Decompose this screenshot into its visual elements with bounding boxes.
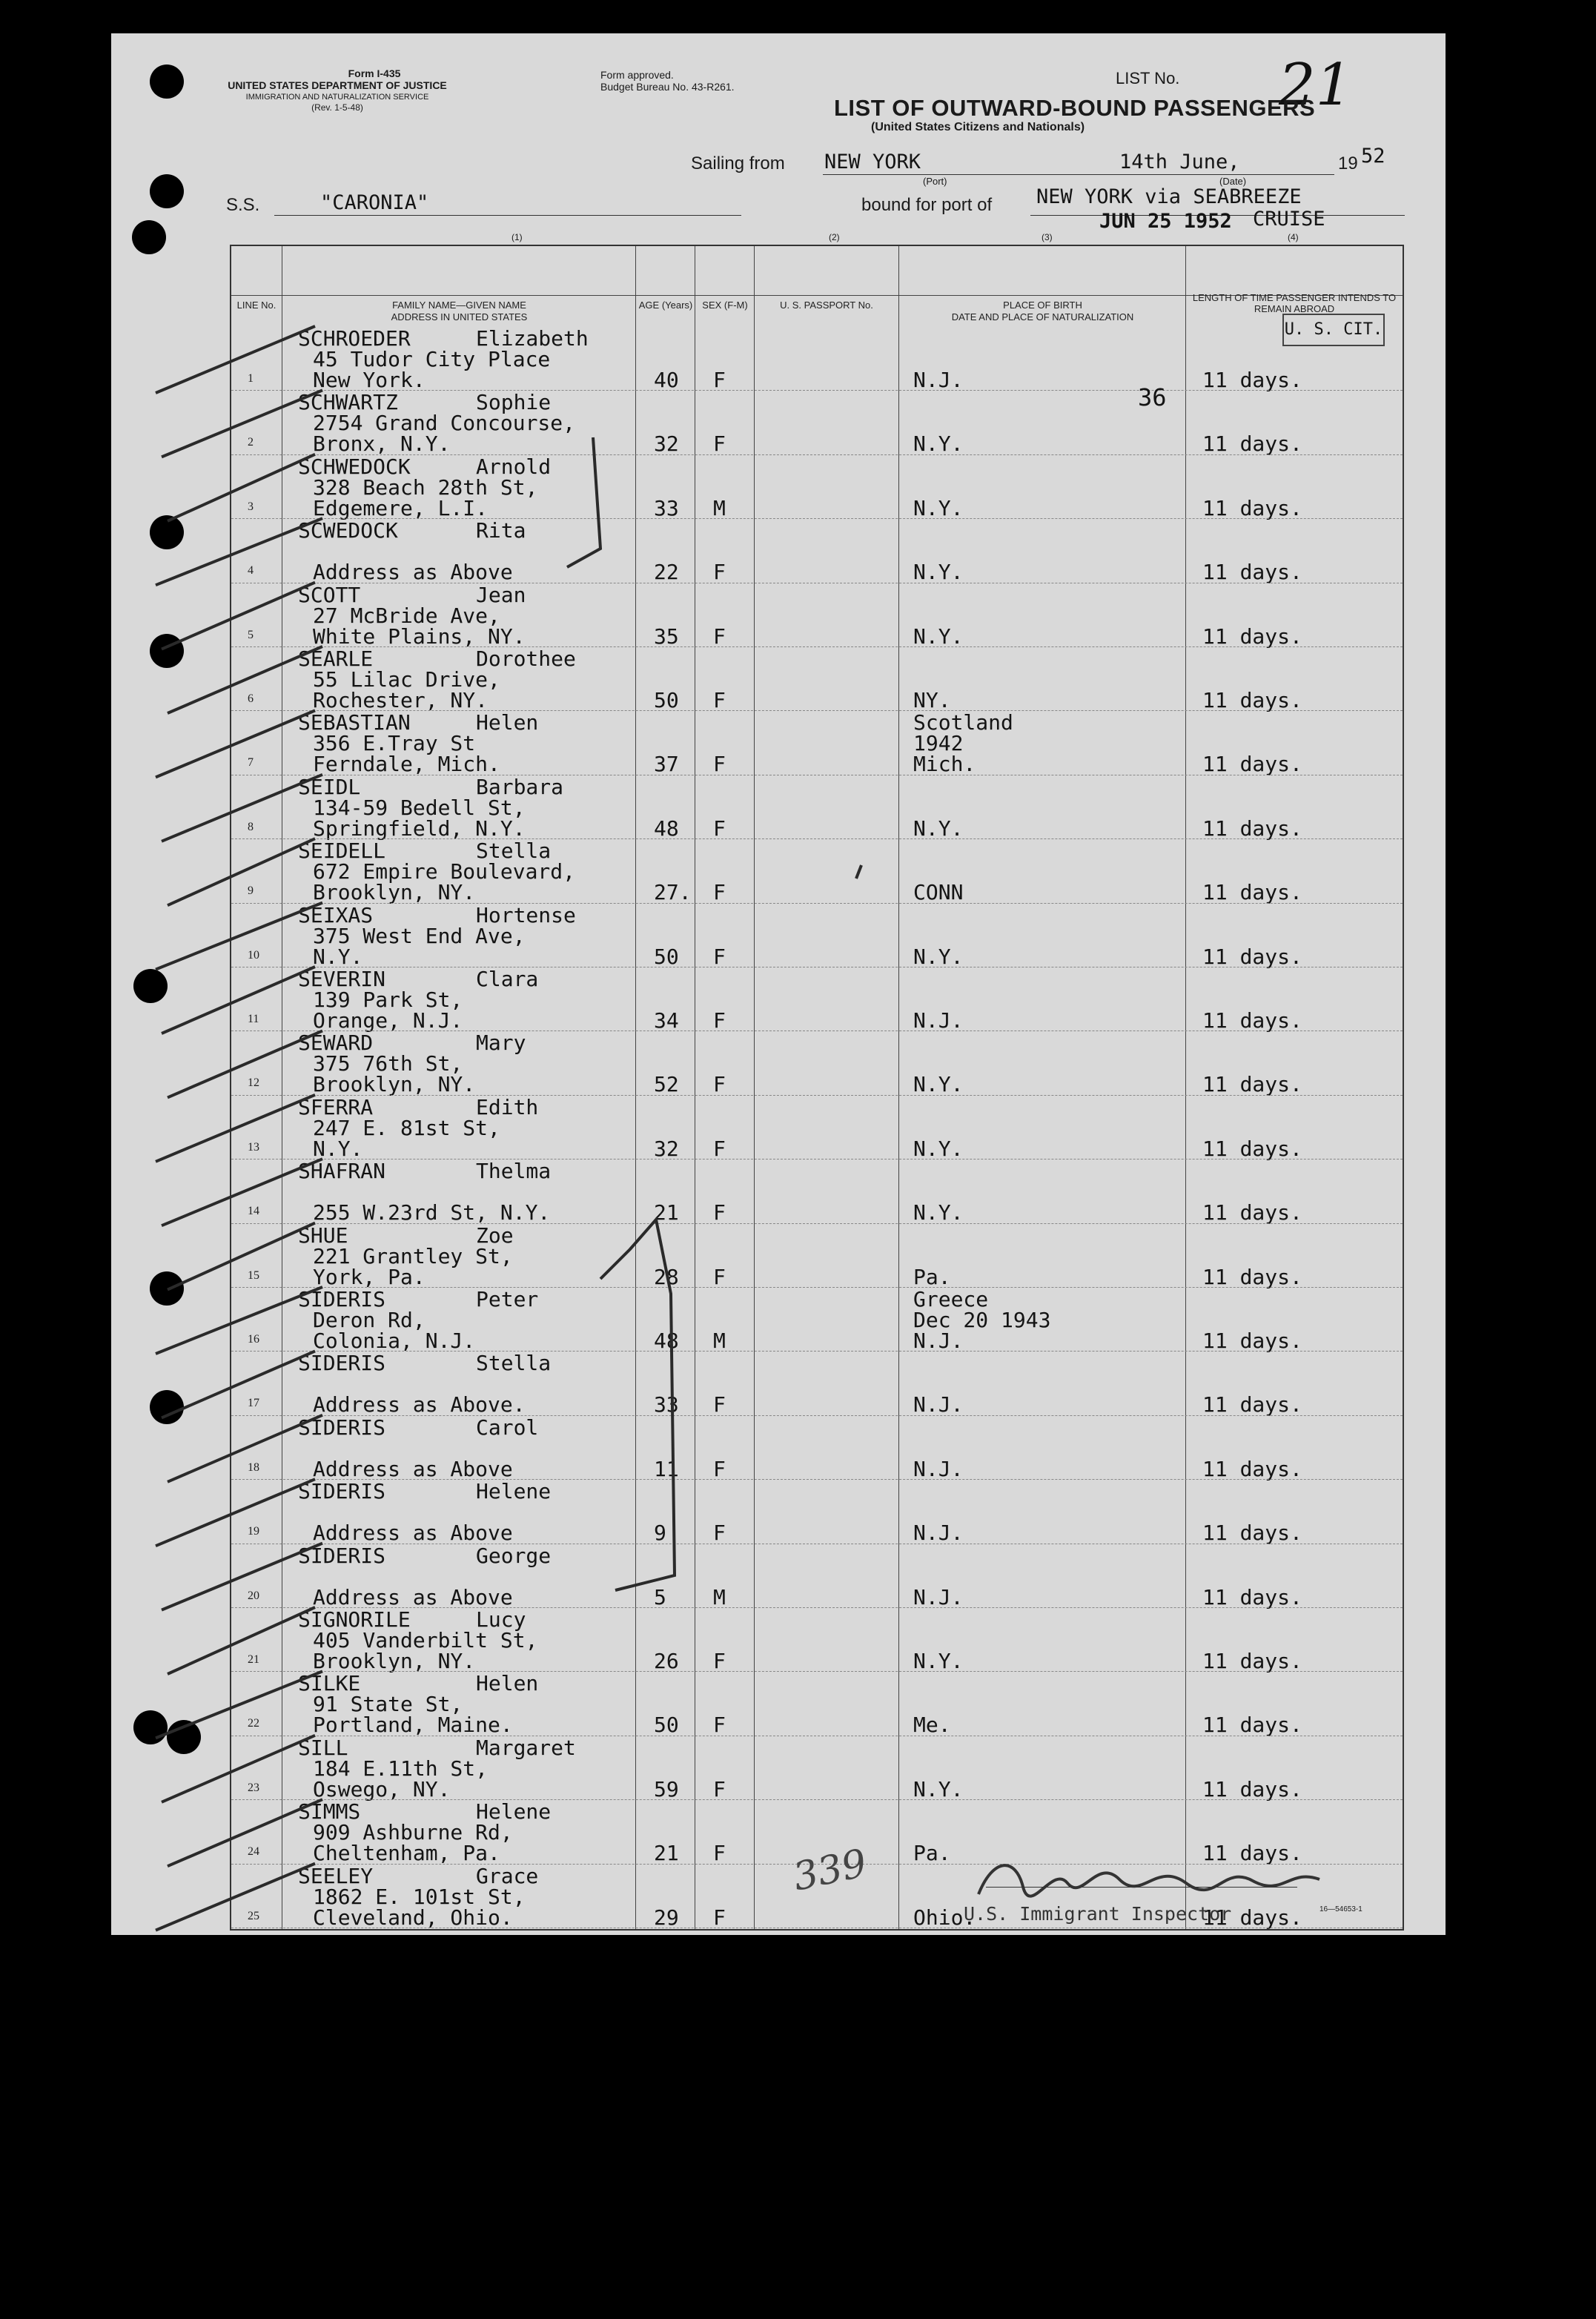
birth-place: N.J. — [913, 1008, 964, 1033]
address-line1: 247 E. 81st St, — [313, 1115, 500, 1140]
margin-note: 36 — [1138, 383, 1167, 411]
length-of-stay: 11 days. — [1202, 1841, 1302, 1866]
line-number: 23 — [248, 1781, 259, 1794]
age: 50 — [654, 944, 679, 969]
address-line2: Address as Above — [313, 1521, 513, 1546]
check-mark — [156, 903, 322, 970]
birth-place: Mich. — [913, 752, 976, 777]
check-mark — [162, 1159, 322, 1225]
line-number: 21 — [248, 1653, 259, 1666]
sex: F — [713, 1905, 726, 1930]
sex: F — [713, 1136, 726, 1161]
length-of-stay: 11 days. — [1202, 1072, 1302, 1097]
length-of-stay: 11 days. — [1202, 1649, 1302, 1673]
address-line2: Cleveland, Ohio. — [313, 1905, 513, 1930]
birth-place: N.J. — [913, 368, 964, 392]
check-mark — [162, 390, 322, 457]
given-name: Zoe — [476, 1223, 514, 1248]
given-name: Arnold — [476, 454, 552, 479]
address-line1: 672 Empire Boulevard, — [313, 859, 576, 884]
age: 28 — [654, 1264, 679, 1289]
agency-line1: UNITED STATES DEPARTMENT OF JUSTICE — [228, 79, 447, 91]
sailing-from-value: NEW YORK — [824, 150, 921, 173]
bound-for-label: bound for port of — [861, 195, 993, 215]
line-number: 8 — [248, 820, 254, 833]
check-mark — [168, 646, 322, 713]
sex: F — [713, 623, 726, 649]
manifest-sheet — [111, 33, 1446, 1935]
address-line2: Address as Above — [313, 560, 513, 585]
given-name: Sophie — [476, 390, 552, 415]
length-of-stay: 11 days. — [1202, 688, 1302, 712]
given-name: Dorothee — [476, 646, 576, 671]
line-number: 1 — [248, 372, 254, 385]
given-name: Edith — [476, 1094, 539, 1119]
form-subtitle: (United States Citizens and Nationals) — [871, 121, 1085, 133]
age: 33 — [654, 495, 679, 520]
sex: F — [713, 816, 726, 841]
year-prefix: 19 — [1338, 153, 1358, 173]
address-line1: 91 State St, — [313, 1692, 463, 1717]
age: 50 — [654, 1713, 679, 1738]
year-value: 52 — [1361, 145, 1385, 168]
line-number: 11 — [248, 1013, 259, 1025]
address-line2: White Plains, NY. — [313, 623, 526, 649]
age: 48 — [654, 1329, 679, 1353]
address-line2: Portland, Maine. — [313, 1713, 513, 1738]
line-number: 2 — [248, 436, 254, 449]
sex: F — [713, 1456, 726, 1481]
birth-place: N.J. — [913, 1329, 964, 1353]
birth-place: Ohio. — [913, 1905, 976, 1930]
surname: SILKE — [298, 1671, 361, 1696]
surname: SIDERIS — [298, 1543, 386, 1568]
birth-place: N.Y. — [913, 1649, 964, 1673]
given-name: Mary — [476, 1031, 526, 1056]
address-line1: 328 Beach 28th St, — [313, 474, 538, 500]
check-mark — [168, 454, 315, 521]
birth-place: N.Y. — [913, 623, 964, 649]
sailing-date: 14th June, — [1119, 150, 1240, 173]
surname: SEWARD — [298, 1031, 374, 1056]
given-name: Peter — [476, 1287, 539, 1311]
address-line1: 2754 Grand Concourse, — [313, 411, 576, 436]
length-of-stay: 11 days. — [1202, 1136, 1302, 1161]
birth-place: N.Y. — [913, 1776, 964, 1802]
line-number: 17 — [248, 1397, 259, 1410]
surname: SEIXAS — [298, 902, 374, 927]
given-name: Stella — [476, 838, 552, 864]
surname: SIDERIS — [298, 1351, 386, 1376]
check-mark — [168, 1799, 322, 1866]
birth-place: N.Y. — [913, 1072, 964, 1097]
check-mark — [168, 1415, 322, 1482]
address-line2: Cheltenham, Pa. — [313, 1841, 500, 1866]
check-mark — [156, 518, 322, 585]
col-birth: PLACE OF BIRTH — [1003, 300, 1082, 311]
age: 50 — [654, 688, 679, 712]
age: 52 — [654, 1072, 679, 1097]
age: 48 — [654, 816, 679, 841]
bound-for-value: NEW YORK via SEABREEZE — [1036, 185, 1302, 208]
stamp-date: JUN 25 1952 — [1099, 210, 1232, 233]
address-line1: 1862 E. 101st St, — [313, 1884, 526, 1909]
col-sex: SEX (F-M) — [702, 300, 748, 311]
surname: SIMMS — [298, 1799, 361, 1825]
given-name: Rita — [476, 518, 526, 543]
form-number: Form I-435 — [348, 67, 401, 79]
list-no-value: 21 — [1279, 52, 1353, 119]
col-num-4: (4) — [1288, 232, 1299, 242]
sex: F — [713, 944, 726, 969]
sex: F — [713, 1392, 726, 1417]
surname: SCOTT — [298, 582, 361, 607]
sex: F — [713, 1776, 726, 1802]
form-title: LIST OF OUTWARD-BOUND PASSENGERS — [834, 95, 1316, 121]
length-of-stay: 11 days. — [1202, 1713, 1302, 1738]
address-line2: Colonia, N.J. — [313, 1329, 476, 1353]
line-number: 20 — [248, 1589, 259, 1602]
check-mark — [156, 326, 315, 393]
surname: SCWEDOCK — [298, 518, 398, 543]
length-of-stay: 11 days. — [1202, 1264, 1302, 1289]
address-line2: N.Y. — [313, 1136, 363, 1161]
address-line2: Address as Above — [313, 1584, 513, 1610]
address-line2: Springfield, N.Y. — [313, 816, 526, 841]
sex: F — [713, 1713, 726, 1738]
given-name: Helene — [476, 1479, 552, 1504]
surname: SEELEY — [298, 1863, 374, 1888]
birth-place: N.Y. — [913, 816, 964, 841]
sex: F — [713, 368, 726, 392]
line-number: 18 — [248, 1460, 259, 1474]
sex: M — [713, 1584, 726, 1610]
address-line2: Brooklyn, NY. — [313, 1649, 476, 1673]
birth-place: N.Y. — [913, 560, 964, 585]
length-of-stay: 11 days. — [1202, 368, 1302, 392]
address-line1: 184 E.11th St, — [313, 1756, 489, 1781]
birth-place: N.Y. — [913, 495, 964, 520]
ship-name: "CARONIA" — [320, 191, 429, 214]
birth-place: N.Y. — [913, 1136, 964, 1161]
length-of-stay: 11 days. — [1202, 1329, 1302, 1353]
address-line2: N.Y. — [313, 944, 363, 969]
col-age: AGE (Years) — [638, 300, 693, 311]
address-line1: 27 McBride Ave, — [313, 603, 500, 628]
line-number: 9 — [248, 884, 254, 898]
length-of-stay: 11 days. — [1202, 560, 1302, 585]
line-number: 25 — [248, 1909, 259, 1922]
age: 29 — [654, 1905, 679, 1930]
address-line2: Rochester, NY. — [313, 688, 489, 712]
inspector-signature — [971, 1842, 1357, 1909]
birth-place: Pa. — [913, 1841, 951, 1866]
check-mark — [162, 775, 322, 841]
age: 32 — [654, 431, 679, 457]
sex: F — [713, 1200, 726, 1225]
given-name: Helen — [476, 710, 539, 735]
birth-place: CONN — [913, 880, 964, 905]
address-line2: Bronx, N.Y. — [313, 431, 451, 457]
age: 35 — [654, 623, 679, 649]
check-mark — [168, 1607, 315, 1674]
age: 11 — [654, 1456, 679, 1481]
given-name: George — [476, 1543, 552, 1568]
sex: F — [713, 1264, 726, 1289]
given-name: Hortense — [476, 902, 576, 927]
line-number: 22 — [248, 1717, 259, 1730]
given-name: Margaret — [476, 1735, 576, 1760]
age: 5 — [654, 1584, 666, 1610]
length-of-stay: 11 days. — [1202, 1392, 1302, 1417]
surname: SCHWEDOCK — [298, 454, 411, 479]
col-num-3: (3) — [1042, 232, 1053, 242]
col-name-sub: ADDRESS IN UNITED STATES — [391, 311, 528, 322]
birth-place: N.Y. — [913, 1200, 964, 1225]
age: 21 — [654, 1200, 679, 1225]
port-caption: (Port) — [923, 176, 947, 187]
address-line1: 909 Ashburne Rd, — [313, 1820, 513, 1845]
address-line1: 134-59 Bedell St, — [313, 795, 526, 820]
address-line2: Edgemere, L.I. — [313, 495, 489, 520]
surname: SILL — [298, 1735, 348, 1760]
length-of-stay: 11 days. — [1202, 431, 1302, 457]
check-mark — [162, 1351, 315, 1417]
surname: SIGNORILE — [298, 1607, 411, 1632]
address-line2: Ferndale, Mich. — [313, 752, 500, 777]
line-number: 15 — [248, 1268, 259, 1282]
pencil-marks — [111, 33, 1446, 1935]
col-num-2: (2) — [829, 232, 840, 242]
surname: SEARLE — [298, 646, 374, 671]
line-number: 16 — [248, 1333, 259, 1346]
age: 9 — [654, 1521, 666, 1546]
list-no-label: LIST No. — [1116, 69, 1180, 87]
length-of-stay: 11 days. — [1202, 1200, 1302, 1225]
address-line1: 221 Grantley St, — [313, 1243, 513, 1268]
naturalization-date: 1942 — [913, 731, 964, 756]
agency-line2: IMMIGRATION AND NATURALIZATION SERVICE — [245, 93, 429, 102]
line-number: 24 — [248, 1845, 259, 1859]
sex: F — [713, 1521, 726, 1546]
inspector-caption: U.S. Immigrant Inspector — [964, 1903, 1232, 1925]
given-name: Thelma — [476, 1159, 552, 1184]
line-number: 19 — [248, 1525, 259, 1538]
given-name: Carol — [476, 1415, 539, 1440]
surname: SIDERIS — [298, 1287, 386, 1311]
col-length: LENGTH OF TIME PASSENGER INTENDS TO REMAIN ABROAD — [1192, 292, 1397, 314]
birth-place: N.J. — [913, 1392, 964, 1417]
birth-place: N.J. — [913, 1584, 964, 1610]
sex: F — [713, 688, 726, 712]
check-mark — [156, 1479, 315, 1546]
length-of-stay: 11 days. — [1202, 1008, 1302, 1033]
given-name: Jean — [476, 582, 526, 607]
age: 32 — [654, 1136, 679, 1161]
given-name: Helene — [476, 1799, 552, 1825]
form-revision: (Rev. 1-5-48) — [311, 102, 363, 113]
surname: SEVERIN — [298, 967, 386, 991]
total-count: 339 — [789, 1841, 871, 1900]
address-line1: Deron Rd, — [313, 1308, 426, 1332]
length-of-stay: 11 days. — [1202, 1521, 1302, 1546]
length-of-stay: 11 days. — [1202, 880, 1302, 905]
sailing-from-label: Sailing from — [691, 153, 785, 173]
age: 34 — [654, 1008, 679, 1033]
address-line1: 375 76th St, — [313, 1051, 463, 1076]
address-line2: York, Pa. — [313, 1264, 426, 1289]
given-name: Lucy — [476, 1607, 526, 1632]
address-line1: 375 West End Ave, — [313, 923, 526, 948]
check-mark — [168, 1223, 315, 1290]
line-number: 5 — [248, 628, 254, 641]
date-caption: (Date) — [1219, 176, 1247, 187]
check-mark — [162, 967, 315, 1033]
sex: F — [713, 880, 726, 905]
ss-label: S.S. — [226, 195, 260, 215]
length-of-stay: 11 days. — [1202, 1776, 1302, 1802]
sex: F — [713, 560, 726, 585]
sex: F — [713, 1008, 726, 1033]
check-mark — [156, 1287, 322, 1354]
col-num-1: (1) — [511, 232, 523, 242]
age: 26 — [654, 1649, 679, 1673]
surname: SEIDELL — [298, 838, 386, 864]
address-line2: Oswego, NY. — [313, 1776, 451, 1802]
length-of-stay: 11 days. — [1202, 752, 1302, 777]
surname: SFERRA — [298, 1094, 374, 1119]
check-mark — [156, 1095, 315, 1162]
print-code: 16—54653-1 — [1319, 1905, 1362, 1913]
birth-place-origin: Greece — [913, 1287, 989, 1311]
given-name: Barbara — [476, 774, 564, 799]
address-line2: New York. — [313, 368, 426, 392]
address-line2: Address as Above — [313, 1456, 513, 1481]
surname: SHAFRAN — [298, 1159, 386, 1184]
address-line2: Address as Above. — [313, 1392, 526, 1417]
length-of-stay: 11 days. — [1202, 1584, 1302, 1610]
surname: SEIDL — [298, 774, 361, 799]
address-line2: Orange, N.J. — [313, 1008, 463, 1033]
check-mark — [162, 1544, 322, 1610]
surname: SCHROEDER — [298, 326, 411, 351]
surname: SEBASTIAN — [298, 710, 411, 735]
birth-place: N.Y. — [913, 431, 964, 457]
line-number: 14 — [248, 1205, 259, 1218]
cruise-label: CRUISE — [1253, 208, 1325, 231]
sex: F — [713, 1649, 726, 1673]
address-line1: 45 Tudor City Place — [313, 347, 551, 371]
surname: SHUE — [298, 1223, 348, 1248]
birth-place: N.J. — [913, 1521, 964, 1546]
address-line2: Brooklyn, NY. — [313, 880, 476, 905]
line-number: 4 — [248, 564, 254, 578]
sex: F — [713, 1841, 726, 1866]
age: 21 — [654, 1841, 679, 1866]
col-name: FAMILY NAME—GIVEN NAME — [392, 300, 526, 311]
budget-bureau: Budget Bureau No. 43-R261. — [600, 81, 735, 93]
length-of-stay: 11 days. — [1202, 816, 1302, 841]
age: 33 — [654, 1392, 679, 1417]
col-passport: U. S. PASSPORT No. — [780, 300, 873, 311]
birth-place-origin: Scotland — [913, 710, 1013, 735]
given-name: Clara — [476, 967, 539, 991]
surname: SCHWARTZ — [298, 390, 398, 415]
surname: SIDERIS — [298, 1415, 386, 1440]
given-name: Helen — [476, 1671, 539, 1696]
length-of-stay: 11 days. — [1202, 623, 1302, 649]
given-name: Stella — [476, 1351, 552, 1376]
line-number: 7 — [248, 756, 254, 770]
length-of-stay: 11 days. — [1202, 495, 1302, 520]
age: 37 — [654, 752, 679, 777]
check-mark — [168, 1031, 322, 1097]
line-number: 10 — [248, 948, 259, 962]
col-birth-sub: DATE AND PLACE OF NATURALIZATION — [951, 311, 1134, 322]
address-line1: 405 Vanderbilt St, — [313, 1628, 538, 1653]
check-mark — [168, 838, 315, 905]
age: 59 — [654, 1776, 679, 1802]
check-mark — [156, 1671, 322, 1738]
length-of-stay: 11 days. — [1202, 1456, 1302, 1481]
address-line2: Brooklyn, NY. — [313, 1072, 476, 1097]
birth-place: N.Y. — [913, 944, 964, 969]
check-mark — [156, 1864, 315, 1931]
age: 22 — [654, 560, 679, 585]
line-number: 13 — [248, 1140, 259, 1154]
line-number: 12 — [248, 1076, 259, 1090]
length-of-stay: 11 days. — [1202, 944, 1302, 969]
birth-place: Me. — [913, 1713, 951, 1738]
sex: M — [713, 495, 726, 520]
given-name: Elizabeth — [476, 326, 589, 351]
address-line1: 356 E.Tray St — [313, 731, 476, 756]
check-mark — [162, 583, 315, 649]
line-number: 6 — [248, 692, 254, 705]
form-approved: Form approved. — [600, 69, 674, 81]
birth-place: NY. — [913, 688, 951, 712]
us-cit-stamp: U. S. CIT. — [1282, 314, 1385, 346]
check-mark — [162, 1736, 315, 1802]
check-mark — [156, 710, 315, 777]
birth-place: N.J. — [913, 1456, 964, 1481]
given-name: Grace — [476, 1863, 539, 1888]
address-line1: 139 Park St, — [313, 988, 463, 1012]
sex: F — [713, 1072, 726, 1097]
length-of-stay: 11 days. — [1202, 1905, 1302, 1930]
sex: F — [713, 431, 726, 457]
col-line-no: LINE No. — [236, 300, 277, 311]
naturalization-date: Dec 20 1943 — [913, 1308, 1051, 1332]
surname: SIDERIS — [298, 1479, 386, 1504]
address-line2: 255 W.23rd St, N.Y. — [313, 1200, 551, 1225]
line-number: 3 — [248, 500, 254, 513]
age: 40 — [654, 368, 679, 392]
age: 27. — [654, 880, 692, 905]
address-line1: 55 Lilac Drive, — [313, 667, 500, 692]
sex: F — [713, 752, 726, 777]
birth-place: Pa. — [913, 1264, 951, 1289]
sex: M — [713, 1329, 726, 1353]
